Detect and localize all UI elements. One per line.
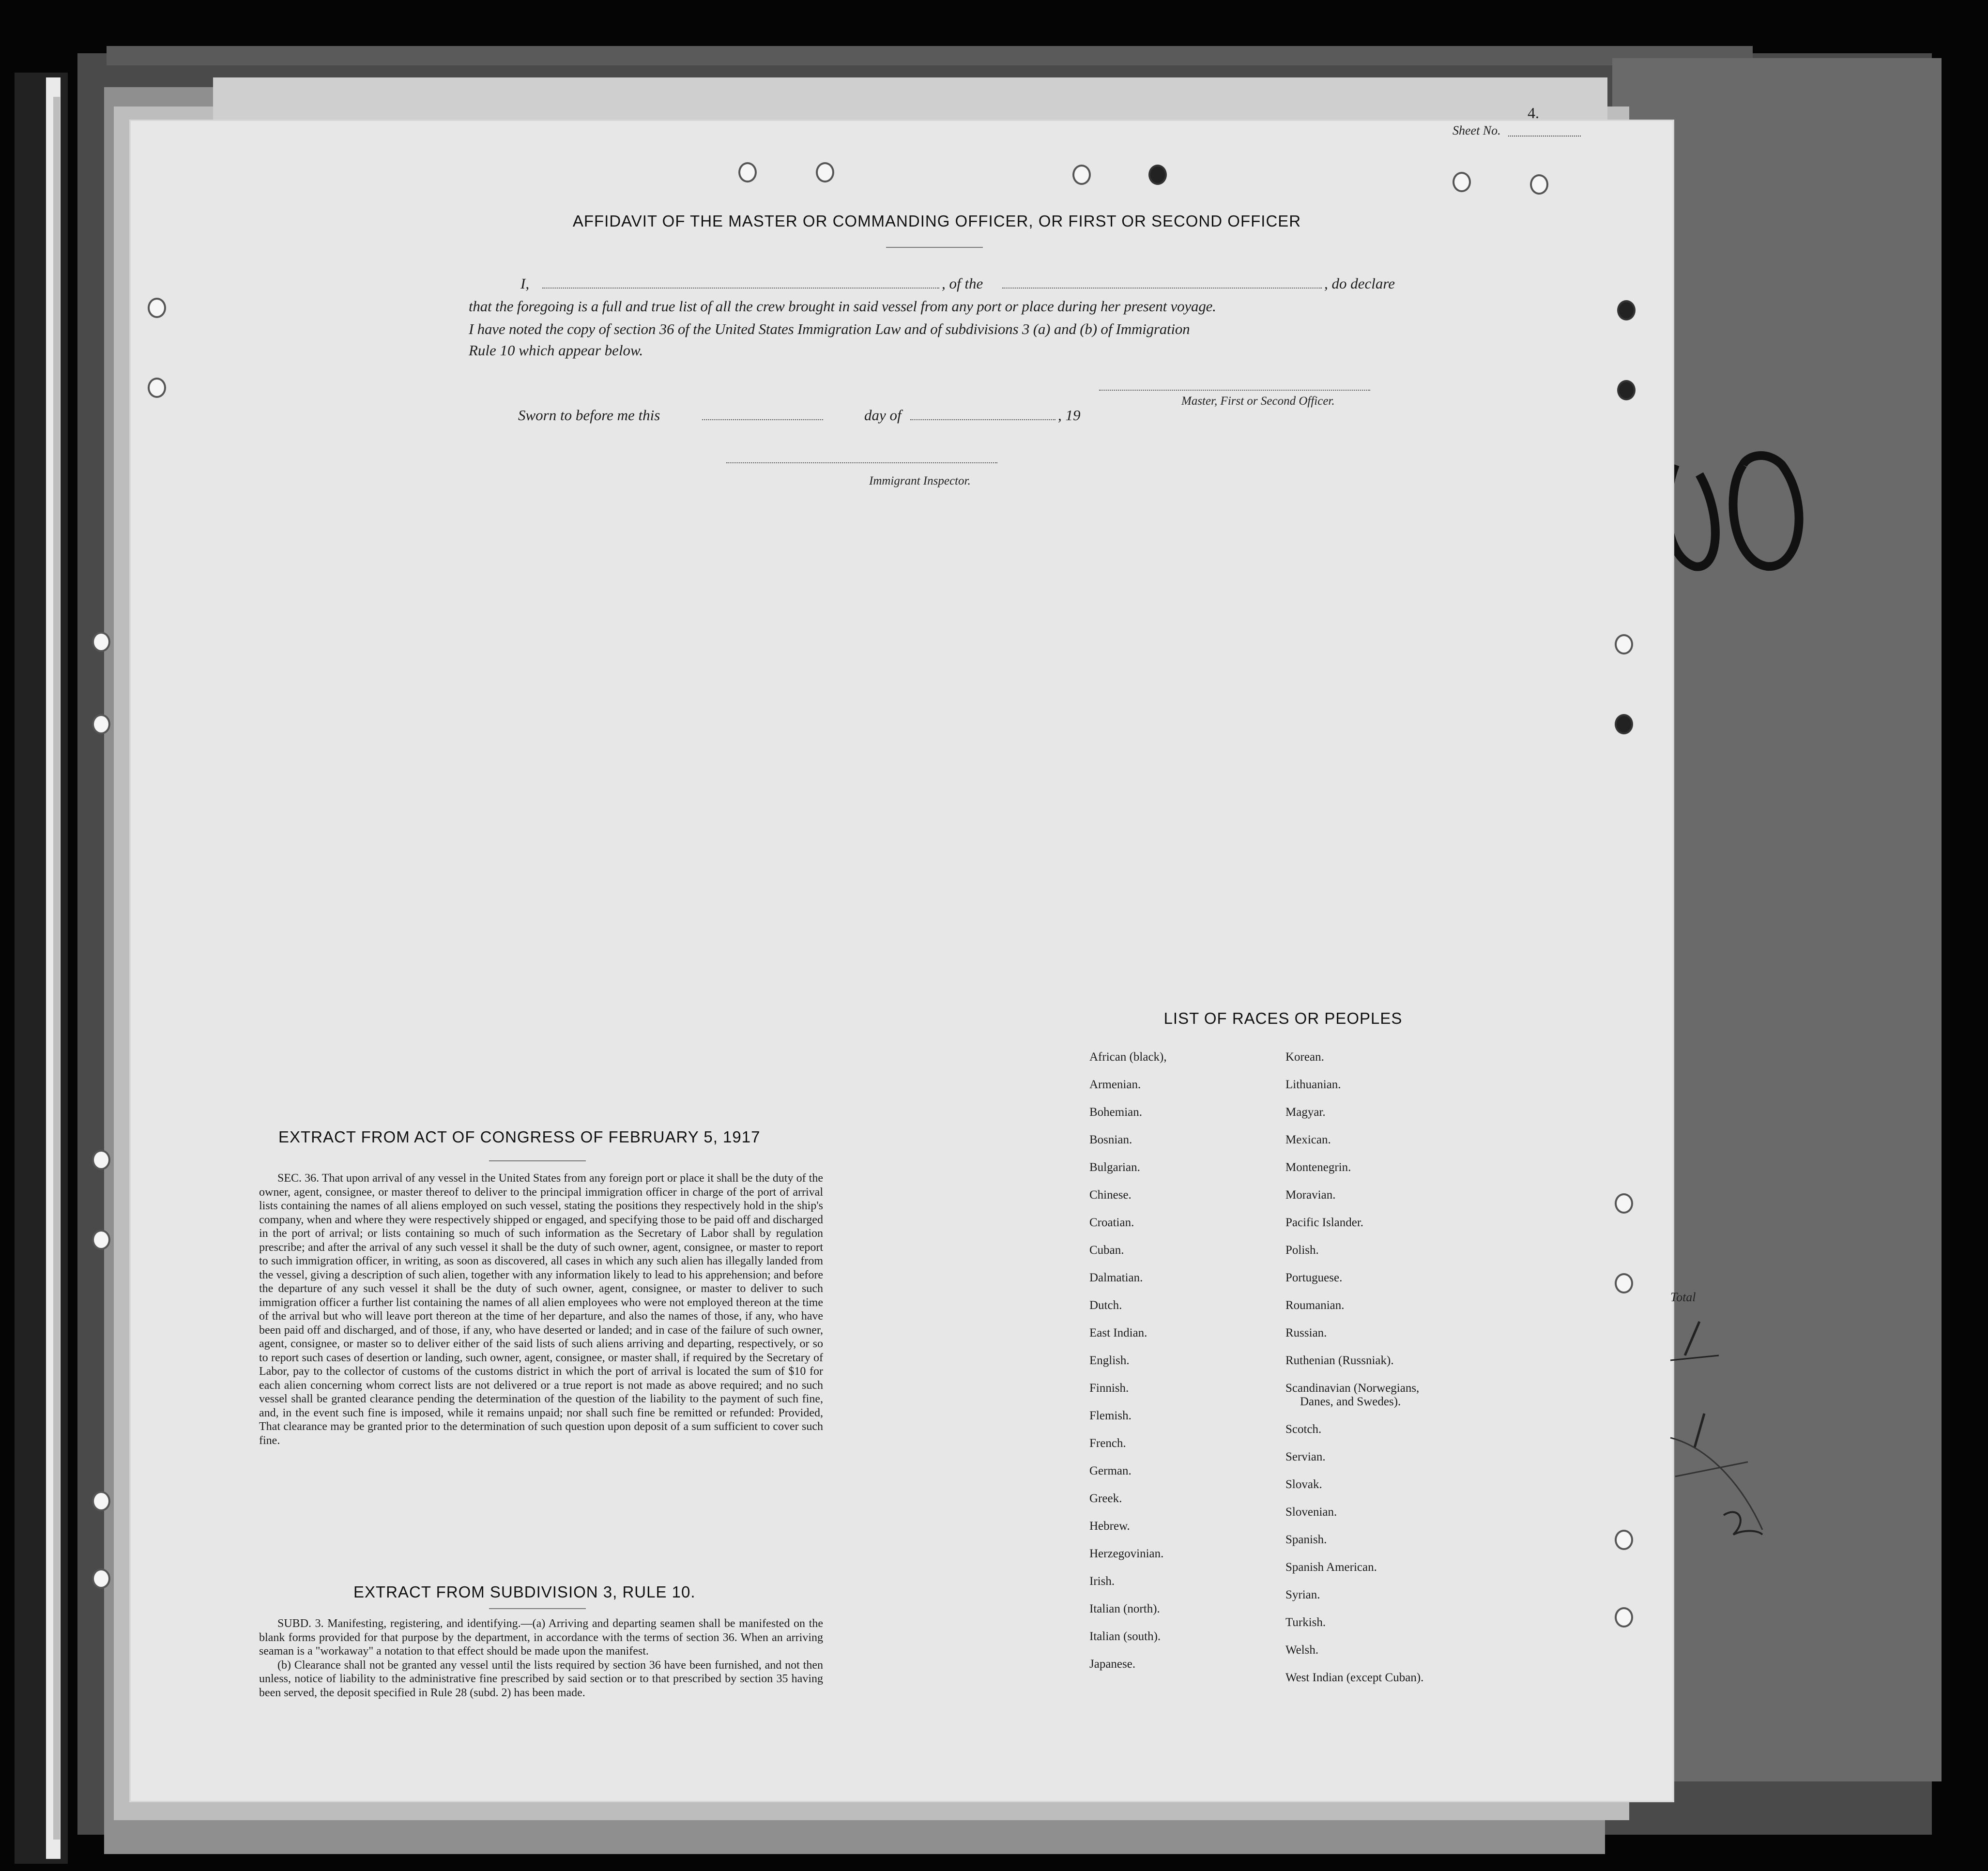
- handwritten-numeral: [1656, 445, 1820, 591]
- race-item: Pacific Islander.: [1285, 1216, 1364, 1229]
- race-item: Herzegovinian.: [1089, 1547, 1164, 1560]
- race-item: Turkish.: [1285, 1616, 1326, 1629]
- race-item: Scandinavian (Norwegians,: [1285, 1382, 1420, 1395]
- race-item: Mexican.: [1285, 1133, 1331, 1146]
- races-title: LIST OF RACES OR PEOPLES: [1163, 1009, 1403, 1027]
- race-item: Syrian.: [1285, 1588, 1320, 1601]
- punch-hole: [92, 1230, 110, 1250]
- sheet-no-label: Sheet No.: [1453, 123, 1501, 137]
- master-signature-label: Master, First or Second Officer.: [1181, 395, 1335, 408]
- punch-hole: [1453, 172, 1471, 192]
- punch-hole: [1615, 714, 1633, 734]
- race-item: Danes, and Swedes).: [1300, 1395, 1401, 1408]
- race-item: Spanish.: [1285, 1533, 1327, 1546]
- affidavit-of-the-label: , of the: [942, 275, 983, 292]
- name-field: [542, 288, 939, 289]
- race-item: Japanese.: [1089, 1658, 1136, 1671]
- punch-hole: [1530, 174, 1548, 195]
- race-item: West Indian (except Cuban).: [1285, 1671, 1424, 1684]
- race-item: Ruthenian (Russniak).: [1285, 1354, 1394, 1367]
- sheet-number: 4.: [1528, 104, 1539, 122]
- race-item: English.: [1089, 1354, 1130, 1367]
- race-item: German.: [1089, 1464, 1132, 1477]
- race-item: Flemish.: [1089, 1409, 1132, 1422]
- race-item: Lithuanian.: [1285, 1078, 1341, 1091]
- handwritten-tally-marks: [1666, 1302, 1772, 1554]
- race-item: Scotch.: [1285, 1423, 1322, 1436]
- punch-hole: [1615, 1193, 1633, 1214]
- race-item: Slovenian.: [1285, 1506, 1337, 1519]
- punch-hole: [1617, 380, 1636, 400]
- rule-divider: [489, 1608, 586, 1609]
- inspector-label: Immigrant Inspector.: [869, 474, 971, 487]
- race-item: Croatian.: [1089, 1216, 1134, 1229]
- race-item: Chinese.: [1089, 1188, 1132, 1202]
- punch-hole: [92, 1491, 110, 1511]
- rule-10-text: [259, 1617, 823, 1700]
- affidavit-title: AFFIDAVIT OF THE MASTER OR COMMANDING OFFICER, OR FIRST OR SECOND OFFICER: [572, 212, 1301, 230]
- section-36-text: SEC. 36. That upon arrival of any vessel in the United States from any foreign port or place it shall be the duty of the owner, agent, consignee, or master thereof to deliver to the principal immigration officer in charge of the port of arrival lists containing the names of all aliens employed on such vessel, stating the positions they respectively hold in the ship's company, when and where they were respectively shipped or engaged, and specifying those to be paid off and discharged in the port of arrival; or lists containing so much of such information as the Secretary of Labor shall by regulation prescribe; and after the arrival of any such vessel it shall be the duty of such owner, agent, consignee, or master to report to such immigration officer, in writing, as soon as discovered, all cases in which any such alien has illegally landed from the vessel, giving a description of such alien, together with any information likely to lead to his apprehension; and before the departure of any such vessel it shall be the duty of such owner, agent, consignee, or master to deliver to such immigration officer a further list containing the names of all alien employees who were not employed thereon at the time of the arrival but who will leave port thereon at the time of her departure, and also the names of those, if any, who have been paid off and discharged, and of those, if any, who have deserted or landed; and in case of the failure of such owner, agent, consignee, or master so to deliver either of the said lists of such aliens arriving and departing, respectively, or so to report such cases of desertion or landing, such owner, agent, consignee, or master shall, if required by the Secretary of Labor, pay to the collector of customs of the customs district in which the port of arrival is located the sum of $10 for each alien concerning whom correct lists are not delivered or a true report is not made as above required; and no such vessel shall be granted clearance pending the determination of the question of the liability to the payment of such fine, and, in the event such fine is imposed, while it remains unpaid; nor shall such fine be remitted or refunded: Provided, That clearance may be granted prior to the determination of such question upon deposit of a sum sufficient to cover such fine.: [259, 1172, 823, 1447]
- punch-hole: [92, 1150, 110, 1170]
- binding-strip: [53, 97, 60, 1840]
- race-item: Irish.: [1089, 1575, 1115, 1588]
- race-item: Spanish American.: [1285, 1561, 1377, 1574]
- race-item: Slovak.: [1285, 1478, 1322, 1491]
- race-item: Russian.: [1285, 1326, 1327, 1339]
- race-item: Roumanian.: [1285, 1299, 1345, 1312]
- punch-hole: [92, 1568, 110, 1589]
- race-item: Dalmatian.: [1089, 1271, 1143, 1284]
- race-item: French.: [1089, 1437, 1126, 1450]
- race-item: East Indian.: [1089, 1326, 1147, 1339]
- race-item: Korean.: [1285, 1050, 1324, 1064]
- punch-hole: [1615, 1273, 1633, 1293]
- act-divider: [489, 1160, 586, 1161]
- race-item: Armenian.: [1089, 1078, 1141, 1091]
- punch-hole: [148, 298, 166, 318]
- race-item: Italian (north).: [1089, 1602, 1160, 1615]
- race-item: Greek.: [1089, 1492, 1122, 1505]
- punch-hole: [816, 162, 834, 183]
- affidavit-line-3: I have noted the copy of section 36 of the United States Immigration Law and of subdivisions 3 (a) and (b) of Immigration: [469, 320, 1190, 337]
- rule-para-a: SUBD. 3. Manifesting, registering, and identifying.—(a) Arriving and departing seamen shall be manifested on the blank forms provided for that purpose by the department, in accordance with the terms of section 36. When an arriving seaman is a "workaway" a notation to that effect should be made upon the manifest.: [259, 1617, 823, 1658]
- rule-para-b: (b) Clearance shall not be granted any vessel until the lists required by section 36 have been furnished, and not then unless, notice of liability to the administrative fine prescribed by said section or to that prescribed by section 35 having been served, the deposit specified in Rule 28 (subd. 2) has been made.: [259, 1658, 823, 1699]
- sworn-day-field: [702, 419, 823, 420]
- race-item: Magyar.: [1285, 1106, 1326, 1119]
- year-label: , 19: [1058, 407, 1081, 424]
- race-item: African (black),: [1089, 1050, 1167, 1064]
- punch-hole: [1617, 300, 1636, 320]
- master-signature-field: [1099, 390, 1370, 391]
- day-of-label: day of: [864, 407, 902, 424]
- race-item: Cuban.: [1089, 1244, 1124, 1257]
- title-divider: [886, 247, 983, 248]
- punch-hole: [738, 162, 757, 183]
- handwritten-total-note: Total: [1670, 1290, 1696, 1304]
- race-item: Polish.: [1285, 1244, 1319, 1257]
- punch-hole: [1615, 1607, 1633, 1628]
- act-extract-title: EXTRACT FROM ACT OF CONGRESS OF FEBRUARY 5, 1917: [278, 1128, 761, 1146]
- punch-hole: [1148, 165, 1167, 185]
- race-item: Bulgarian.: [1089, 1161, 1140, 1174]
- race-item: Moravian.: [1285, 1188, 1336, 1202]
- punch-hole: [148, 378, 166, 398]
- punch-hole: [1072, 165, 1091, 185]
- punch-hole: [92, 632, 110, 652]
- race-item: Servian.: [1285, 1450, 1326, 1463]
- affidavit-i-label: I,: [520, 275, 530, 292]
- vessel-field: [1002, 288, 1322, 289]
- punch-hole: [1615, 1530, 1633, 1550]
- punch-hole: [1615, 634, 1633, 654]
- manifest-sheet: [131, 121, 1673, 1801]
- sworn-month-field: [910, 419, 1055, 420]
- race-item: Finnish.: [1089, 1382, 1129, 1395]
- rule-extract-title: EXTRACT FROM SUBDIVISION 3, RULE 10.: [353, 1583, 696, 1601]
- affidavit-declare-label: , do declare: [1324, 275, 1395, 292]
- sheet-no-field: [1508, 136, 1581, 137]
- race-item: Bohemian.: [1089, 1106, 1143, 1119]
- folder-top-edge: [107, 46, 1753, 65]
- race-item: Bosnian.: [1089, 1133, 1132, 1146]
- affidavit-line-4: Rule 10 which appear below.: [469, 342, 643, 359]
- race-item: Hebrew.: [1089, 1520, 1130, 1533]
- race-item: Italian (south).: [1089, 1630, 1161, 1643]
- race-item: Dutch.: [1089, 1299, 1122, 1312]
- race-item: Montenegrin.: [1285, 1161, 1351, 1174]
- race-item: Welsh.: [1285, 1643, 1319, 1657]
- inspector-signature-field: [726, 462, 997, 463]
- punch-hole: [92, 714, 110, 734]
- race-item: Portuguese.: [1285, 1271, 1343, 1284]
- affidavit-line-2: that the foregoing is a full and true list of all the crew brought in said vessel from any port or place during her present voyage.: [469, 298, 1216, 315]
- sworn-label: Sworn to before me this: [518, 407, 660, 424]
